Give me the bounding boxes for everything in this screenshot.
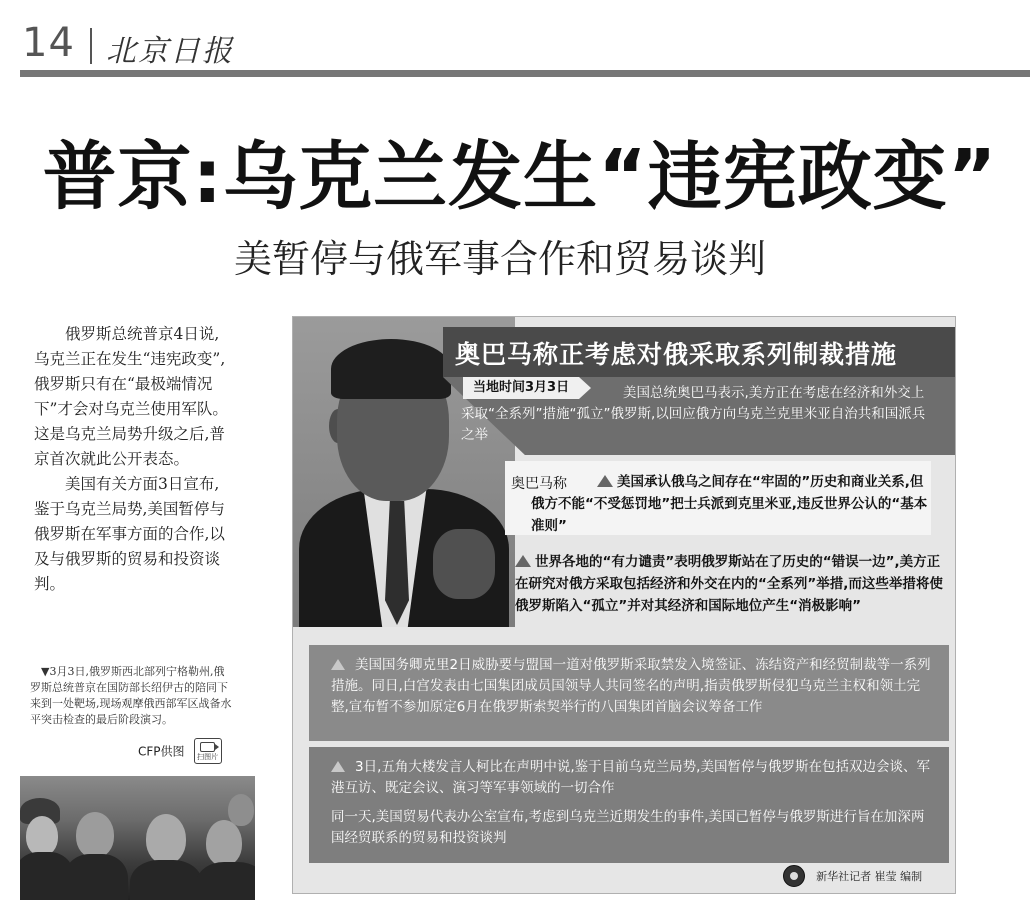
- triangle-bullet-icon: [331, 761, 345, 772]
- article-paragraph: 俄罗斯总统普京4日说,乌克兰正在发生“违宪政变”,俄罗斯只有在“最极端情况下”才会对乌克兰使用军队。这是乌克兰局势升级之后,普京首次就此公开表态。: [34, 325, 228, 468]
- photo-figure: [206, 820, 242, 866]
- photo-figure: [146, 814, 186, 864]
- quote-text: 世界各地的“有力谴责”表明俄罗斯站在了历史的“错误一边”,美方正在研究对俄方采取包括经济和外交在内的“全系列”举措,而这些举措将使俄罗斯陷入“孤立”并对其经济和国际地位产生“消极影响”: [515, 554, 943, 614]
- portrait-hand: [433, 529, 495, 599]
- triangle-bullet-icon: [515, 555, 531, 567]
- triangle-bullet-icon: [331, 659, 345, 670]
- portrait-hair: [331, 339, 451, 399]
- photo-caption: [30, 664, 235, 728]
- news-item-text: 美国国务卿克里2日威胁要与盟国一道对俄罗斯采取禁发入境签证、冻结资产和经贸制裁等一系列措施。同日,白宫发表由七国集团成员国领导人共同签名的声明,指责俄罗斯侵犯乌克兰主权和领土完整,宣布暂不参加原定6月在俄罗斯索契举行的八国集团首脑会议筹备工作: [331, 657, 931, 715]
- news-item-text: 同一天,美国贸易代表办公室宣布,考虑到乌克兰近期发生的事件,美国已暂停与俄罗斯进行旨在加深两国经贸联系的贸易和投资谈判: [331, 809, 925, 846]
- caption-text: ▼3月3日,俄罗斯西北部列宁格勒州,俄罗斯总统普京在国防部长绍伊古的陪同下来到一处靶场,现场观摩俄西部军区战备水平突击检查的最后阶段演习。: [30, 665, 232, 726]
- masthead-rule: [20, 70, 1030, 77]
- xinhua-logo-icon: [783, 865, 805, 887]
- graphic-byline: 新华社记者 崔莹 编制: [816, 870, 923, 883]
- subheadline: 美暂停与俄军事合作和贸易谈判: [233, 237, 766, 281]
- news-item: [331, 757, 931, 799]
- article-body: [34, 322, 234, 597]
- quote-item: [515, 551, 947, 617]
- scan-image-label: 扫图片: [197, 753, 219, 761]
- speaker-label: 奥巴马称: [511, 476, 567, 492]
- camera-icon: [200, 742, 215, 752]
- news-item-text: 3日,五角大楼发言人柯比在声明中说,鉴于目前乌克兰局势,美国暂停与俄罗斯在包括双边会谈、军港互访、既定会议、演习等军事领域的一切合作: [331, 759, 930, 796]
- masthead: [20, 20, 1030, 76]
- infographic: [292, 316, 956, 894]
- scan-image-icon[interactable]: [194, 738, 222, 764]
- news-item: [331, 807, 931, 849]
- photo-figure: [228, 794, 254, 826]
- photo-figure: [64, 854, 128, 900]
- page-number: 14: [22, 20, 75, 66]
- quote-text: 美国承认俄乌之间存在“牢固的”历史和商业关系,但俄方不能“不受惩罚地”把士兵派到克里米亚,违反世界公认的“基本准则”: [531, 474, 928, 534]
- photo-credit-row: [138, 738, 222, 764]
- triangle-bullet-icon: [597, 475, 613, 487]
- graphic-byline-row: [783, 865, 922, 889]
- photo-figure: [26, 816, 58, 856]
- newspaper-name: 北京日报: [106, 34, 234, 69]
- news-photo: [20, 776, 255, 900]
- quote-item: [531, 471, 931, 537]
- photo-figure: [76, 812, 114, 858]
- photo-figure: [130, 860, 202, 900]
- photo-figure: [196, 862, 255, 900]
- time-tag: 当地时间3月3日: [463, 377, 579, 399]
- article-paragraph: 美国有关方面3日宣布,鉴于乌克兰局势,美国暂停与俄罗斯在军事方面的合作,以及与俄罗斯的贸易和投资谈判。: [34, 475, 225, 593]
- masthead-divider: [90, 28, 92, 64]
- photo-credit: CFP供图: [138, 744, 185, 759]
- graphic-title: 奥巴马称正考虑对俄采取系列制裁措施: [455, 340, 898, 369]
- headline: 普京:乌克兰发生“违宪政变”: [42, 134, 998, 220]
- intro-text: 美国总统奥巴马表示,美方正在考虑在经济和外交上采取“全系列”措施“孤立”俄罗斯,以回应俄方向乌克兰克里米亚自治共和国派兵之举: [461, 385, 926, 443]
- news-item: [331, 655, 931, 718]
